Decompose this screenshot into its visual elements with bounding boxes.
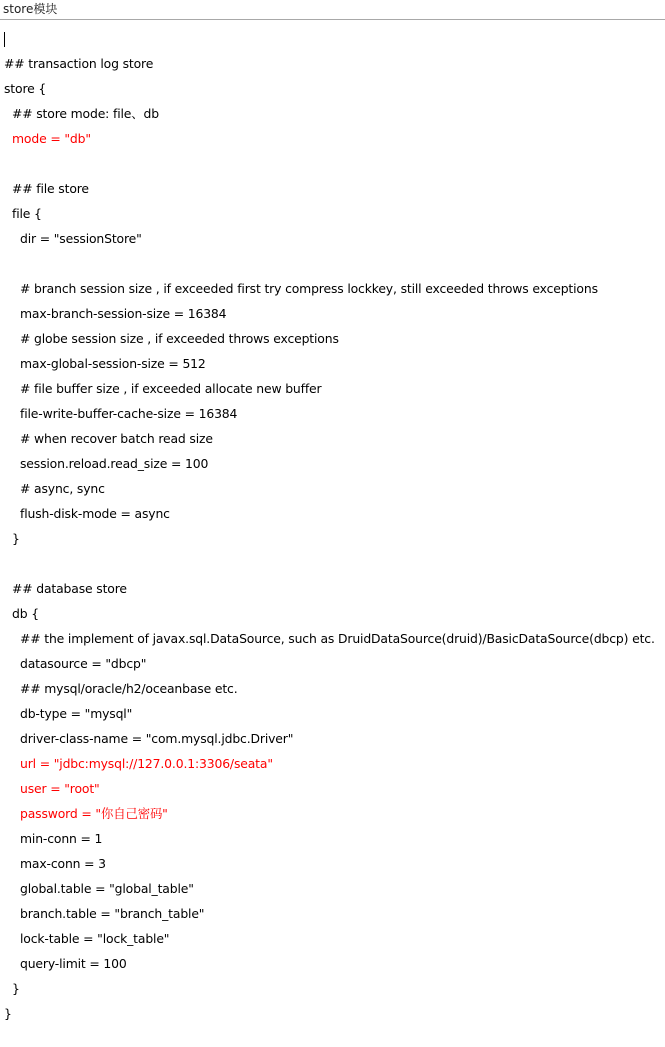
code-line[interactable]: ## transaction log store (4, 56, 154, 71)
code-line[interactable]: flush-disk-mode = async (20, 506, 170, 521)
code-line[interactable]: driver-class-name = "com.mysql.jdbc.Driver" (20, 731, 294, 746)
highlighted-code-line[interactable]: mode = "db" (12, 131, 91, 146)
text-cursor (4, 32, 5, 47)
highlighted-code-line[interactable]: password = "你自己密码" (20, 806, 168, 821)
code-line[interactable]: query-limit = 100 (20, 956, 127, 971)
code-line[interactable]: db { (12, 606, 39, 621)
code-line[interactable]: } (4, 1006, 12, 1021)
code-line[interactable]: } (12, 981, 20, 996)
code-line[interactable]: max-global-session-size = 512 (20, 356, 206, 371)
code-line[interactable]: # async, sync (20, 481, 105, 496)
code-line[interactable]: lock-table = "lock_table" (20, 931, 170, 946)
code-line[interactable]: file { (12, 206, 42, 221)
code-line[interactable]: # branch session size , if exceeded first try compress lockkey, still exceeded throws exceptions (20, 281, 598, 296)
code-line[interactable]: session.reload.read_size = 100 (20, 456, 209, 471)
code-line[interactable]: ## mysql/oracle/h2/oceanbase etc. (20, 681, 238, 696)
code-line[interactable]: # file buffer size , if exceeded allocate new buffer (20, 381, 322, 396)
code-line[interactable]: dir = "sessionStore" (20, 231, 142, 246)
code-line[interactable]: min-conn = 1 (20, 831, 103, 846)
code-line[interactable]: branch.table = "branch_table" (20, 906, 205, 921)
code-line[interactable]: store { (4, 81, 47, 96)
code-line[interactable]: max-branch-session-size = 16384 (20, 306, 227, 321)
code-line[interactable]: db-type = "mysql" (20, 706, 133, 721)
code-line[interactable]: ## database store (12, 581, 127, 596)
document-header (0, 0, 665, 20)
code-line[interactable]: ## the implement of javax.sql.DataSource, such as DruidDataSource(druid)/BasicDataSource(dbcp) etc. (20, 631, 655, 646)
code-line[interactable]: file-write-buffer-cache-size = 16384 (20, 406, 238, 421)
code-line[interactable] (0, 555, 665, 580)
code-line[interactable]: max-conn = 3 (20, 856, 106, 871)
code-line[interactable]: ## file store (12, 181, 89, 196)
code-line[interactable]: # when recover batch read size (20, 431, 213, 446)
document-title: store模块 (3, 2, 58, 16)
highlighted-code-line[interactable]: user = "root" (20, 781, 100, 796)
code-line[interactable]: global.table = "global_table" (20, 881, 194, 896)
code-line[interactable]: ## store mode: file、db (12, 106, 159, 121)
code-editor[interactable] (0, 55, 665, 1030)
code-line[interactable]: # globe session size , if exceeded throws exceptions (20, 331, 339, 346)
highlighted-code-line[interactable]: url = "jdbc:mysql://127.0.0.1:3306/seata" (20, 756, 273, 771)
code-line[interactable] (0, 255, 665, 280)
code-line[interactable] (0, 155, 665, 180)
code-line[interactable]: datasource = "dbcp" (20, 656, 147, 671)
code-line[interactable]: } (12, 531, 20, 546)
